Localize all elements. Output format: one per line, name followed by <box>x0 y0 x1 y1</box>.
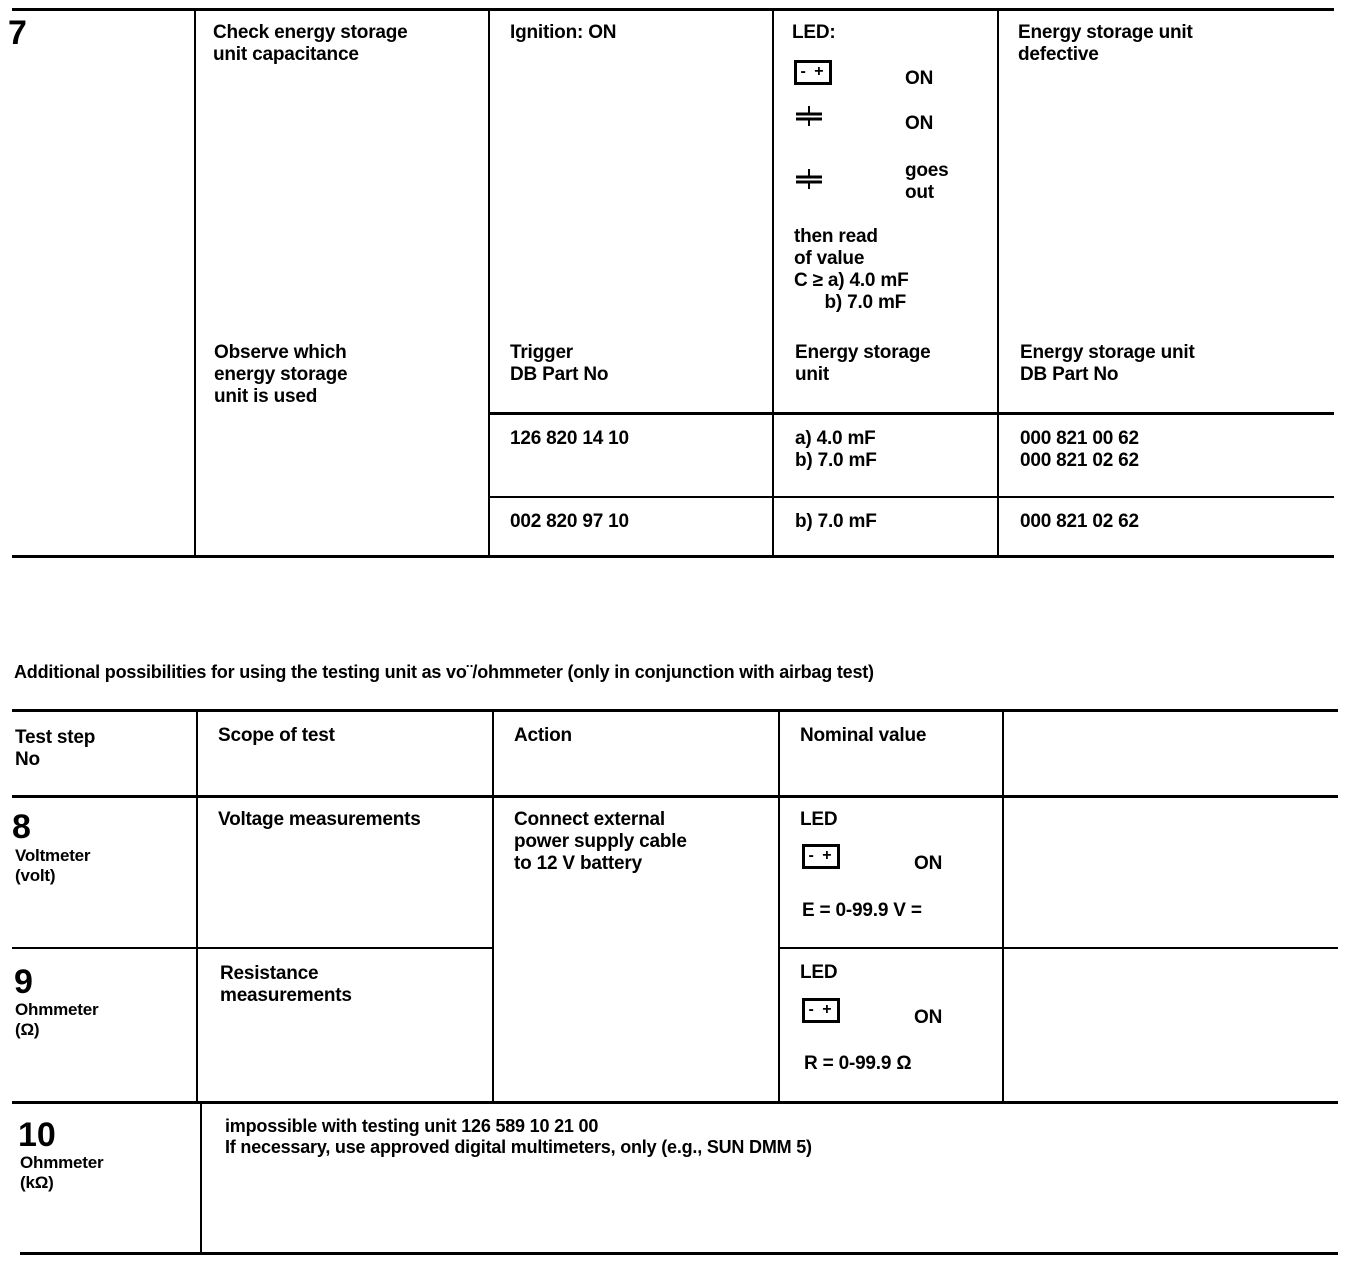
header-action: Action <box>514 725 572 746</box>
action-text: Ignition: ON <box>510 22 617 43</box>
table2-top-rule <box>12 709 1338 712</box>
scope-of-test: Check energy storage unit capacitance <box>213 22 408 65</box>
led-state: ON <box>905 68 934 89</box>
observe-text: Observe which energy storage unit is used <box>214 342 348 407</box>
header-nominal-value: Nominal value <box>800 725 927 746</box>
step7-col-divider <box>772 10 774 556</box>
parts-row-rule <box>489 496 1334 498</box>
step7-col-divider <box>997 10 999 556</box>
capacitor-icon <box>794 106 824 126</box>
row9-bottom-rule <box>12 1101 1338 1104</box>
header-scope: Scope of test <box>218 725 335 746</box>
meter-name: Ohmmeter (Ω) <box>15 1000 99 1039</box>
trigger-part-number: 126 820 14 10 <box>510 428 629 449</box>
esu-header: Energy storage unit <box>795 342 931 385</box>
step-number: 9 <box>14 963 33 1001</box>
battery-icon <box>794 60 832 85</box>
led-state: ON <box>905 113 934 134</box>
step7-bottom-rule <box>12 555 1334 558</box>
battery-icon <box>802 998 840 1023</box>
esu-part-header: Energy storage unit DB Part No <box>1020 342 1195 385</box>
table2-col-divider <box>778 710 780 1102</box>
measurement-range: R = 0-99.9 Ω <box>804 1053 912 1074</box>
row8-bottom-rule <box>778 947 1338 949</box>
battery-symbol: - + <box>808 847 834 864</box>
step7-col-divider <box>488 10 490 556</box>
step-number: 10 <box>18 1116 56 1154</box>
trigger-header: Trigger DB Part No <box>510 342 609 385</box>
led-state: ON <box>914 853 943 874</box>
led-state: goes out <box>905 160 949 203</box>
read-value-instruction: then read of value C ≥ a) 4.0 mF b) 7.0 mF <box>794 226 909 313</box>
result-text: Energy storage unit defective <box>1018 22 1193 65</box>
meter-name: Voltmeter (volt) <box>15 846 91 885</box>
led-label: LED <box>800 809 838 830</box>
capacitor-icon <box>794 169 824 189</box>
row10-col-divider <box>200 1103 202 1254</box>
scope-of-test: Voltage measurements <box>218 809 421 830</box>
esu-part-number: 000 821 02 62 <box>1020 511 1139 532</box>
action-text: Connect external power supply cable to 12 V battery <box>514 809 687 874</box>
measurement-range: E = 0-99.9 V = <box>802 900 922 921</box>
led-label: LED: <box>792 22 836 43</box>
esu-capacitance: a) 4.0 mF b) 7.0 mF <box>795 428 877 471</box>
table2-col-divider <box>196 710 198 1102</box>
parts-header-rule <box>489 412 1334 415</box>
led-state: ON <box>914 1007 943 1028</box>
step7-col-divider <box>194 10 196 556</box>
battery-symbol: - + <box>808 1001 834 1018</box>
step-number: 7 <box>8 14 27 52</box>
battery-icon <box>802 844 840 869</box>
step7-top-rule <box>12 8 1334 11</box>
row8-bottom-rule <box>12 947 492 949</box>
table2-bottom-rule <box>20 1252 1338 1255</box>
meter-name: Ohmmeter (kΩ) <box>20 1153 104 1192</box>
esu-part-number: 000 821 00 62 000 821 02 62 <box>1020 428 1139 471</box>
esu-capacitance: b) 7.0 mF <box>795 511 877 532</box>
table2-col-divider <box>1002 710 1004 1102</box>
header-bottom-rule <box>12 795 1338 798</box>
additional-heading: Additional possibilities for using the testing unit as vo¨/ohmmeter (only in conjunction with airbag test) <box>14 662 874 682</box>
step-number: 8 <box>12 808 31 846</box>
scope-of-test: Resistance measurements <box>220 963 352 1006</box>
led-label: LED <box>800 962 838 983</box>
trigger-part-number: 002 820 97 10 <box>510 511 629 532</box>
header-test-step: Test step No <box>15 727 96 770</box>
table2-col-divider <box>492 710 494 1102</box>
step10-note: impossible with testing unit 126 589 10 21 00 If necessary, use approved digital multimeters, only (e.g., SUN DMM 5) <box>225 1116 812 1157</box>
battery-symbol: - + <box>800 63 826 80</box>
